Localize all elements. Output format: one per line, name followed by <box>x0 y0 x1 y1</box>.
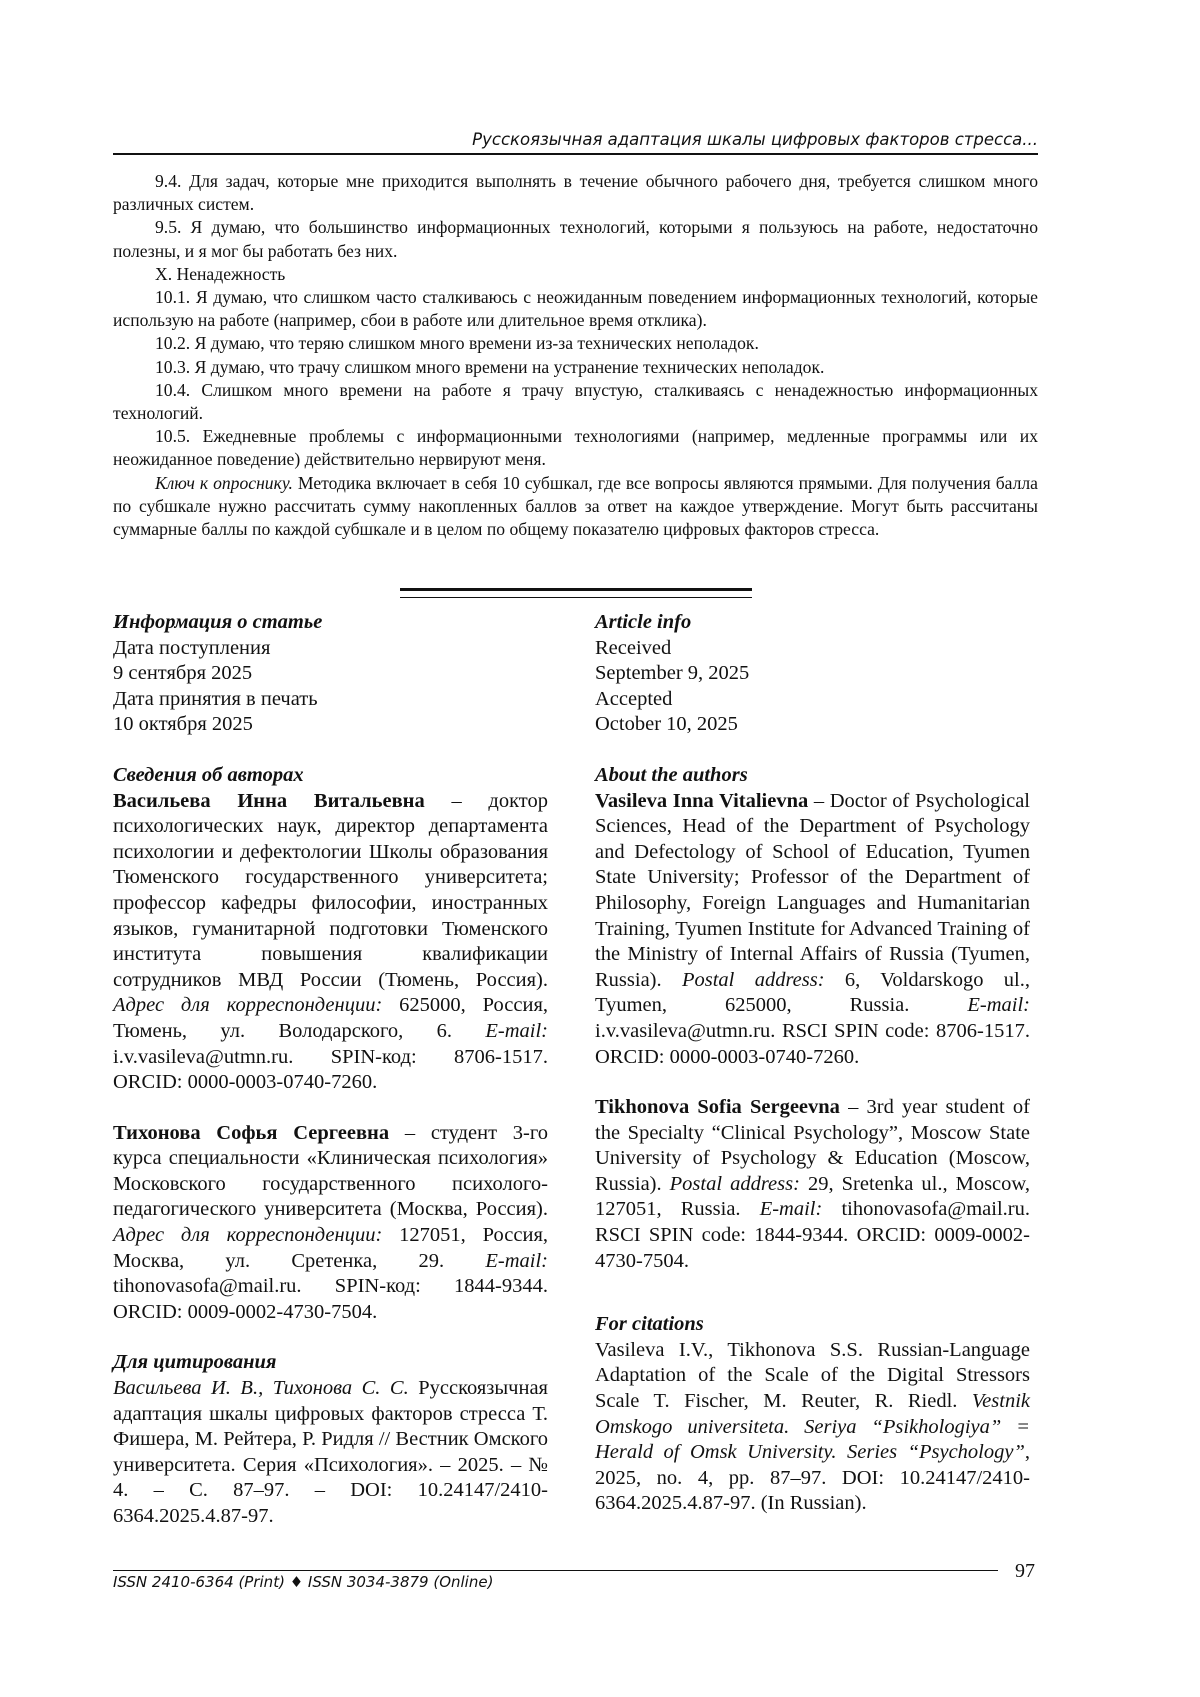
author-2-name: Тихонова Софья Сергеевна <box>113 1121 390 1144</box>
author-1-email: i.v.vasileva@utmn.ru. SPIN-код: 8706-1517. ORCID: 0000-0003-0740-7260. <box>113 1045 548 1094</box>
item-10-4: 10.4. Слишком много времени на работе я трачу впустую, сталкиваясь с ненадежностью информационных технологий. <box>113 379 1038 424</box>
key-text: Методика включает в себя 10 субшкал, где все вопросы являются прямыми. Для получения балла по субшкале нужно рассчитать сумму накопленных баллов за ответ на каждое утверждение. Могут быть рассчитаны суммарные баллы по каждой субшкале и в целом по общему показателю цифровых факторов стресса. <box>113 472 1038 540</box>
author-1-email: i.v.vasileva@utmn.ru. RSCI SPIN code: 8706-1517. ORCID: 0000-0003-0740-7260. <box>595 1019 1030 1068</box>
item-10-3: 10.3. Я думаю, что трачу слишком много времени на устранение технических неполадок. <box>155 356 825 377</box>
article-info-title: Article info <box>595 611 692 633</box>
received-date: September 9, 2025 <box>595 662 750 685</box>
author-1-email-label: E-mail: <box>967 994 1030 1017</box>
item-10-1: 10.1. Я думаю, что слишком часто сталкиваюсь с неожиданным поведением информационных технологий, которые использую на работе (например, сбои в работе или длительное время отклика). <box>113 287 1038 331</box>
item-10-2: 10.2. Я думаю, что теряю слишком много времени из-за технических неполадок. <box>155 333 759 354</box>
accepted-date: 10 октября 2025 <box>113 713 253 736</box>
received-label: Received <box>595 636 672 659</box>
accepted-date: October 10, 2025 <box>595 713 738 736</box>
citation-post: , 2025, no. 4, pp. 87–97. DOI: 10.24147/2410-6364.2025.4.87-97. (In Russian). <box>595 1441 1030 1515</box>
author-2-address: 29, Sretenka ul., Moscow, 127051, Russia. <box>595 1172 1030 1221</box>
footer-issn: ISSN 2410-6364 (Print) ♦ ISSN 3034-3879 (Online) <box>113 1573 494 1591</box>
citation-title: For citations <box>595 1313 704 1336</box>
footer-rule <box>113 1570 998 1571</box>
column-english <box>595 610 1030 1517</box>
citation-text <box>595 1338 1030 1517</box>
author-2-address-label: Postal address: <box>669 1172 800 1195</box>
author-2-address-label: Адрес для корреспонденции: <box>113 1224 383 1247</box>
author-2-email: tihonovasofa@mail.ru. RSCI SPIN code: 1844-9344. ORCID: 0009-0002-4730-7504. <box>595 1198 1030 1272</box>
author-2-info <box>113 1121 548 1326</box>
author-2-email-label: E-mail: <box>759 1198 823 1221</box>
author-2-info <box>595 1095 1030 1274</box>
citation-authors: Васильева И. В., Тихонова С. С. <box>113 1377 409 1400</box>
author-1-address-label: Адрес для корреспонденции: <box>113 994 383 1017</box>
author-1-info <box>113 789 548 1096</box>
author-2-email-label: E-mail: <box>485 1249 548 1272</box>
author-1-name: Vasileva Inna Vitalievna <box>595 789 809 812</box>
authors-title: Сведения об авторах <box>113 763 304 786</box>
key-paragraph <box>113 472 1038 542</box>
author-2-name: Tikhonova Sofia Sergeevna <box>595 1096 840 1119</box>
author-1-text: – доктор психологических наук, директор департамента психологии и дефектологии Школы образования Тюменского государственного университета; профессор кафедры философии, иностранных языков, гуманитарной подготовки Тюменского института повышения квалификации сотрудников МВД России (Тюмень, Россия). <box>113 789 548 991</box>
citation-text <box>113 1376 548 1530</box>
citation-title: Для цитирования <box>113 1351 277 1374</box>
received-date: 9 сентября 2025 <box>113 662 253 685</box>
received-label: Дата поступления <box>113 636 271 659</box>
running-header: Русскоязычная адаптация шкалы цифровых факторов стресса... <box>113 130 1038 155</box>
authors-title: About the authors <box>595 763 748 786</box>
author-2-email: tihonovasofa@mail.ru. SPIN-код: 1844-9344. ORCID: 0009-0002-4730-7504. <box>113 1275 548 1323</box>
author-2-text: – студент 3-го курса специальности «Клиническая психология» Московского государственного психолого-педагогического университета (Москва, Россия). <box>113 1121 548 1221</box>
author-1-text: – Doctor of Psychological Sciences, Head of the Department of Psychology and Defectology of School of Education, Tyumen State University; Professor of the Department of Philosophy, Foreign Languages and Humanitarian Training, Tyumen Institute for Advanced Training of the Ministry of Internal Affairs of Russia (Tyumen, Russia). <box>595 789 1030 991</box>
author-1-info <box>595 789 1030 1071</box>
citation-body: Русскоязычная адаптация шкалы цифровых факторов стресса Т. Фишера, М. Рейтера, Р. Ридля // Вестник Омского университета. Серия «Психология». – 2025. – № 4. – С. 87–97. – DOI: 10.24147/2410-6364.2025.4.87-97. <box>113 1377 548 1527</box>
column-russian <box>113 610 548 1530</box>
subscale-heading: X. Ненадежность <box>155 263 286 284</box>
author-2-text: – 3rd year student of the Specialty “Clinical Psychology”, Moscow State University of Psychology & Education (Moscow, Russia). <box>595 1096 1030 1195</box>
author-1-name: Васильева Инна Витальевна <box>113 789 425 812</box>
page-number: 97 <box>1015 1560 1035 1582</box>
accepted-label: Дата принятия в печать <box>113 687 318 710</box>
item-9-5: 9.5. Я думаю, что большинство информационных технологий, которыми я пользуюсь на работе, недостаточно полезны, и я мог бы работать без них. <box>113 217 1038 261</box>
section-divider <box>400 588 752 598</box>
key-label: Ключ к опроснику. <box>155 472 293 493</box>
accepted-label: Accepted <box>595 687 673 710</box>
questionnaire-text <box>113 170 1038 541</box>
citation-pre: Vasileva I.V., Tikhonova S.S. Russian-Language Adaptation of the Scale of the Digital Stressors Scale T. Fischer, M. Reuter, R. Riedl. <box>595 1338 1030 1413</box>
author-2-address: 127051, Россия, Москва, ул. Сретенка, 29. <box>113 1224 548 1272</box>
article-info-title: Информация о статье <box>113 611 323 633</box>
citation-journal: Vestnik Omskogo universiteta. Seriya “Psikhologiya” = Herald of Omsk University. Series “Psychology” <box>595 1390 1030 1464</box>
author-1-email-label: E-mail: <box>485 1019 548 1042</box>
author-1-address: 6, Voldarskogo ul., Tyumen, 625000, Russia. <box>595 968 1031 1017</box>
item-10-5: 10.5. Ежедневные проблемы с информационными технологиями (например, медленные программы или их неожиданное поведение) действительно нервируют меня. <box>113 426 1038 470</box>
author-1-address-label: Postal address: <box>681 968 825 991</box>
item-9-4: 9.4. Для задач, которые мне приходится выполнять в течение обычного рабочего дня, требуется слишком много различных систем. <box>113 171 1038 215</box>
author-1-address: 625000, Россия, Тюмень, ул. Володарского, 6. <box>113 994 548 1042</box>
